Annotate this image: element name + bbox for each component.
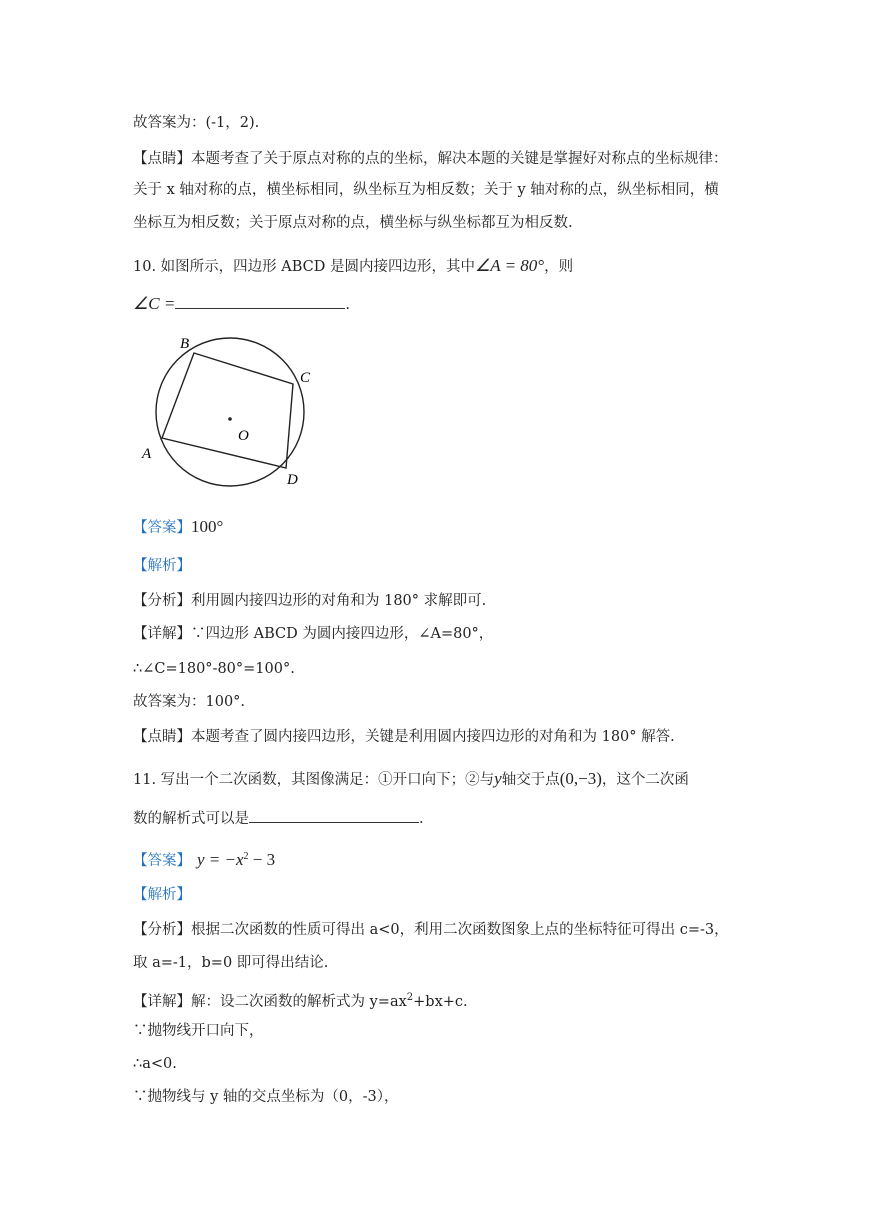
detail-post: +bx+c.	[413, 993, 468, 1010]
q11-text-end: ，这个二次函	[601, 772, 689, 788]
analysis-tag: 【分析】	[133, 593, 191, 609]
label-b: B	[180, 336, 190, 352]
q11-stem-line2	[133, 808, 424, 829]
answer-rhs: − 3	[248, 849, 276, 869]
q10-period: .	[345, 297, 350, 313]
q10-math-c: ∠C =	[133, 294, 176, 313]
label-o: O	[238, 428, 249, 444]
q11-math-point: (0,−3)	[559, 769, 602, 788]
q11-analysis-line2: 取 a=-1，b=0 即可得出结论.	[133, 955, 329, 971]
comment-prev	[133, 149, 728, 169]
analysis-tag: 【分析】	[133, 922, 191, 938]
center-dot	[228, 417, 232, 421]
comment-tag: 【点睛】	[133, 151, 191, 167]
q10-detail	[133, 624, 493, 644]
q11-stem	[133, 769, 689, 790]
q10-answer	[133, 517, 223, 538]
q11-detail	[133, 988, 468, 1012]
label-a: A	[142, 446, 152, 462]
q11-step2: ∴a<0.	[133, 1056, 177, 1072]
comment-text: 本题考查了圆内接四边形，关键是利用圆内接四边形的对角和为 180° 解答.	[191, 729, 675, 745]
q10-math-a: ∠A = 80°	[475, 256, 545, 275]
answer-line-prev: 故答案为：(-1，2).	[133, 115, 260, 131]
q10-stem	[133, 256, 573, 277]
answer-tag: 【答案】	[133, 520, 191, 536]
analysis-text: 利用圆内接四边形的对角和为 180° 求解即可.	[191, 593, 487, 609]
q11-period: .	[419, 811, 424, 827]
circle	[156, 338, 304, 486]
comment-prev-line2: 关于 x 轴对称的点，横坐标相同，纵坐标互为相反数；关于 y 轴对称的点，纵坐标相同，横	[133, 182, 719, 198]
q10-result: 故答案为：100°.	[133, 694, 246, 710]
answer-lhs: y = −x	[197, 849, 244, 869]
quadrilateral	[162, 353, 293, 468]
q11-text-2: 数的解析式可以是	[133, 811, 249, 827]
analysis-text: 根据二次函数的性质可得出 a<0，利用二次函数图象上点的坐标特征可得出 c=-3，	[191, 922, 729, 938]
q11-analysis	[133, 920, 729, 940]
q10-text-end: ，则	[544, 259, 574, 275]
q11-step1: ∵抛物线开口向下，	[133, 1023, 264, 1039]
comment-text: 本题考查了关于原点对称的点的坐标，解决本题的关键是掌握好对称点的坐标规律：	[191, 151, 728, 167]
q11-step3: ∵抛物线与 y 轴的交点坐标为（0，-3），	[133, 1089, 399, 1105]
q10-comment	[133, 727, 675, 747]
detail-tag: 【详解】	[133, 993, 191, 1010]
detail-exp: 2	[406, 992, 414, 1003]
q10-step: ∴∠C=180°-80°=100°.	[133, 661, 295, 677]
q10-analysis	[133, 591, 486, 611]
label-c: C	[300, 370, 311, 386]
comment-prev-line3: 坐标互为相反数；关于原点对称的点，横坐标与纵坐标都互为相反数.	[133, 215, 573, 231]
q10-stem-line2	[133, 294, 350, 315]
cyclic-quadrilateral-figure	[135, 332, 325, 502]
q11-math-y: y	[494, 769, 502, 788]
q11-text-mid: 轴交于点	[501, 772, 560, 788]
q10-text: 10. 如图所示，四边形 ABCD 是圆内接四边形，其中	[133, 259, 476, 275]
answer-exp: 2	[243, 851, 249, 862]
q11-text: 11. 写出一个二次函数，其图像满足：①开口向下；②与	[133, 772, 495, 788]
answer-tag: 【答案】	[133, 852, 191, 869]
label-d: D	[287, 472, 298, 488]
detail-text: ∵四边形 ABCD 为圆内接四边形，∠A=80°，	[191, 626, 494, 642]
answer-value: 100°	[191, 517, 224, 536]
q10-jiexi: 【解析】	[133, 558, 191, 574]
q11-answer	[133, 847, 275, 871]
comment-tag: 【点睛】	[133, 729, 191, 745]
q10-blank	[175, 294, 345, 309]
q11-blank	[249, 808, 419, 823]
detail-tag: 【详解】	[133, 626, 191, 642]
q11-jiexi: 【解析】	[133, 887, 191, 903]
detail-pre: 解：设二次函数的解析式为 y=ax	[191, 993, 407, 1010]
